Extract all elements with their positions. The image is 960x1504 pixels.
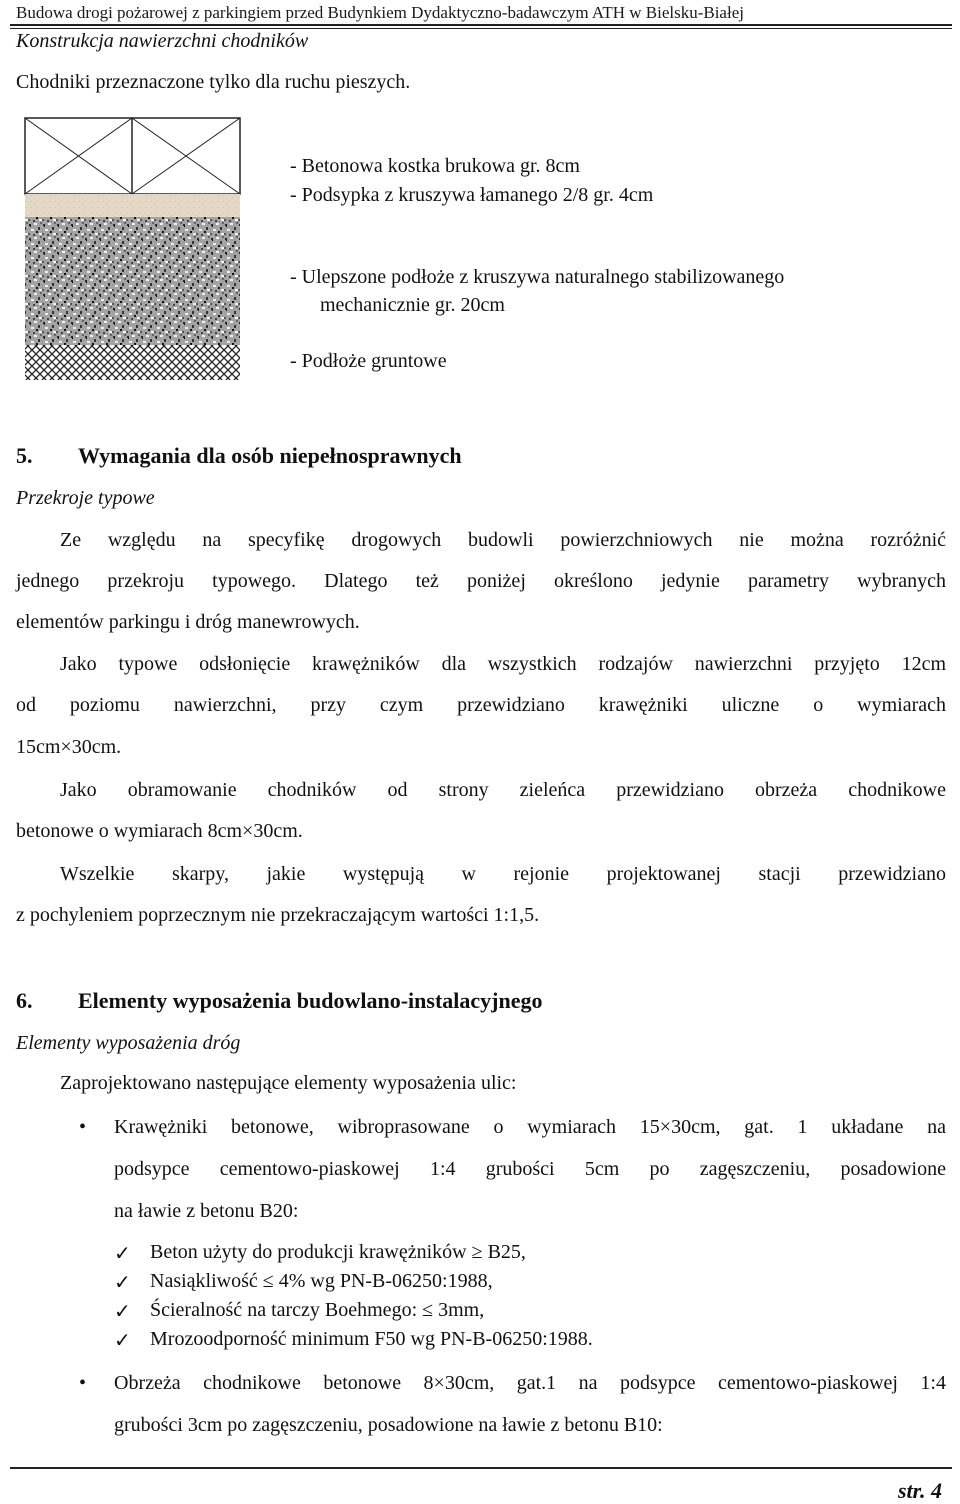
paragraph-line: jednego przekroju typowego. Dlatego też poniżej określono jedynie parametry wybranych: [16, 570, 946, 592]
paragraph-line: z pochyleniem poprzecznym nie przekraczającym wartości 1:1,5.: [16, 904, 540, 926]
paragraph-line: Ze względu na specyfikę drogowych budowli powierzchniowych nie można rozróżnić: [60, 529, 946, 551]
header-rule: [10, 24, 952, 29]
paragraph-line: Wszelkie skarpy, jakie występują w rejonie projektowanej stacji przewidziano: [60, 863, 946, 885]
soil-layer: [25, 345, 240, 380]
paragraph-line: betonowe o wymiarach 8cm×30cm.: [16, 820, 303, 842]
bullet-icon: •: [79, 1372, 87, 1394]
list-item-line: grubości 3cm po zagęszczeniu, posadowione na ławie z betonu B10:: [114, 1414, 663, 1436]
bullet-icon: •: [79, 1116, 87, 1138]
section-6-number: 6.: [16, 988, 33, 1013]
document-header-title: Budowa drogi pożarowej z parkingiem przed Budynkiem Dydaktyczno-badawczym ATH w Bielsku-Białej: [16, 3, 744, 22]
layer-label-base-cont: mechanicznie gr. 20cm: [320, 294, 505, 316]
layer-label-base: - Ulepszone podłoże z kruszywa naturalnego stabilizowanego: [290, 266, 785, 288]
section-5-subtitle: Przekroje typowe: [16, 487, 155, 509]
list-item-line: na ławie z betonu B20:: [114, 1200, 299, 1222]
layer-label-bedding: - Podsypka z kruszywa łamanego 2/8 gr. 4cm: [290, 184, 654, 206]
paragraph-line: Jako typowe odsłonięcie krawężników dla wszystkich rodzajów nawierzchni przyjęto 12cm: [60, 653, 946, 675]
check-icon: ✓: [114, 1301, 131, 1323]
layer-label-soil: - Podłoże gruntowe: [290, 350, 447, 372]
sidewalk-subtitle: Konstrukcja nawierzchni chodników: [16, 30, 309, 52]
paragraph-line: elementów parkingu i dróg manewrowych.: [16, 611, 360, 633]
check-item: Ścieralność na tarczy Boehmego: ≤ 3mm,: [150, 1299, 485, 1321]
sidewalk-cross-section-diagram: [0, 110, 260, 380]
check-item: Mrozoodporność minimum F50 wg PN-B-06250:1988.: [150, 1328, 593, 1350]
check-item: Nasiąkliwość ≤ 4% wg PN-B-06250:1988,: [150, 1270, 493, 1292]
check-icon: ✓: [114, 1243, 131, 1265]
paver-layer: [25, 118, 240, 194]
page-number: str. 4: [897, 1478, 942, 1503]
paragraph-line: od poziomu nawierzchni, przy czym przewidziano krawężniki uliczne o wymiarach: [16, 694, 946, 716]
section-5-heading: Wymagania dla osób niepełnosprawnych: [78, 443, 462, 468]
aggregate-base-layer: [25, 217, 240, 345]
list-item-line: podsypce cementowo-piaskowej 1:4 grubości 5cm po zagęszczeniu, posadowione: [114, 1158, 946, 1180]
check-icon: ✓: [114, 1272, 131, 1294]
section-6-intro: Zaprojektowano następujące elementy wyposażenia ulic:: [60, 1072, 517, 1094]
list-item-line: Obrzeża chodnikowe betonowe 8×30cm, gat.1 na podsypce cementowo-piaskowej 1:4: [114, 1372, 946, 1394]
list-item-line: Krawężniki betonowe, wibroprasowane o wymiarach 15×30cm, gat. 1 układane na: [114, 1116, 946, 1138]
sand-bedding-layer: [25, 194, 240, 217]
layer-label-pavers: - Betonowa kostka brukowa gr. 8cm: [290, 155, 580, 177]
check-item: Beton użyty do produkcji krawężników ≥ B25,: [150, 1241, 526, 1263]
section-5-number: 5.: [16, 443, 33, 468]
paragraph-line: 15cm×30cm.: [16, 736, 122, 758]
footer-rule: [10, 1467, 952, 1469]
section-6-subtitle: Elementy wyposażenia dróg: [16, 1032, 241, 1054]
sidewalk-intro: Chodniki przeznaczone tylko dla ruchu pieszych.: [16, 71, 411, 93]
check-icon: ✓: [114, 1330, 131, 1352]
paragraph-line: Jako obramowanie chodników od strony zieleńca przewidziano obrzeża chodnikowe: [60, 779, 946, 801]
section-6-heading: Elementy wyposażenia budowlano-instalacyjnego: [78, 988, 543, 1013]
